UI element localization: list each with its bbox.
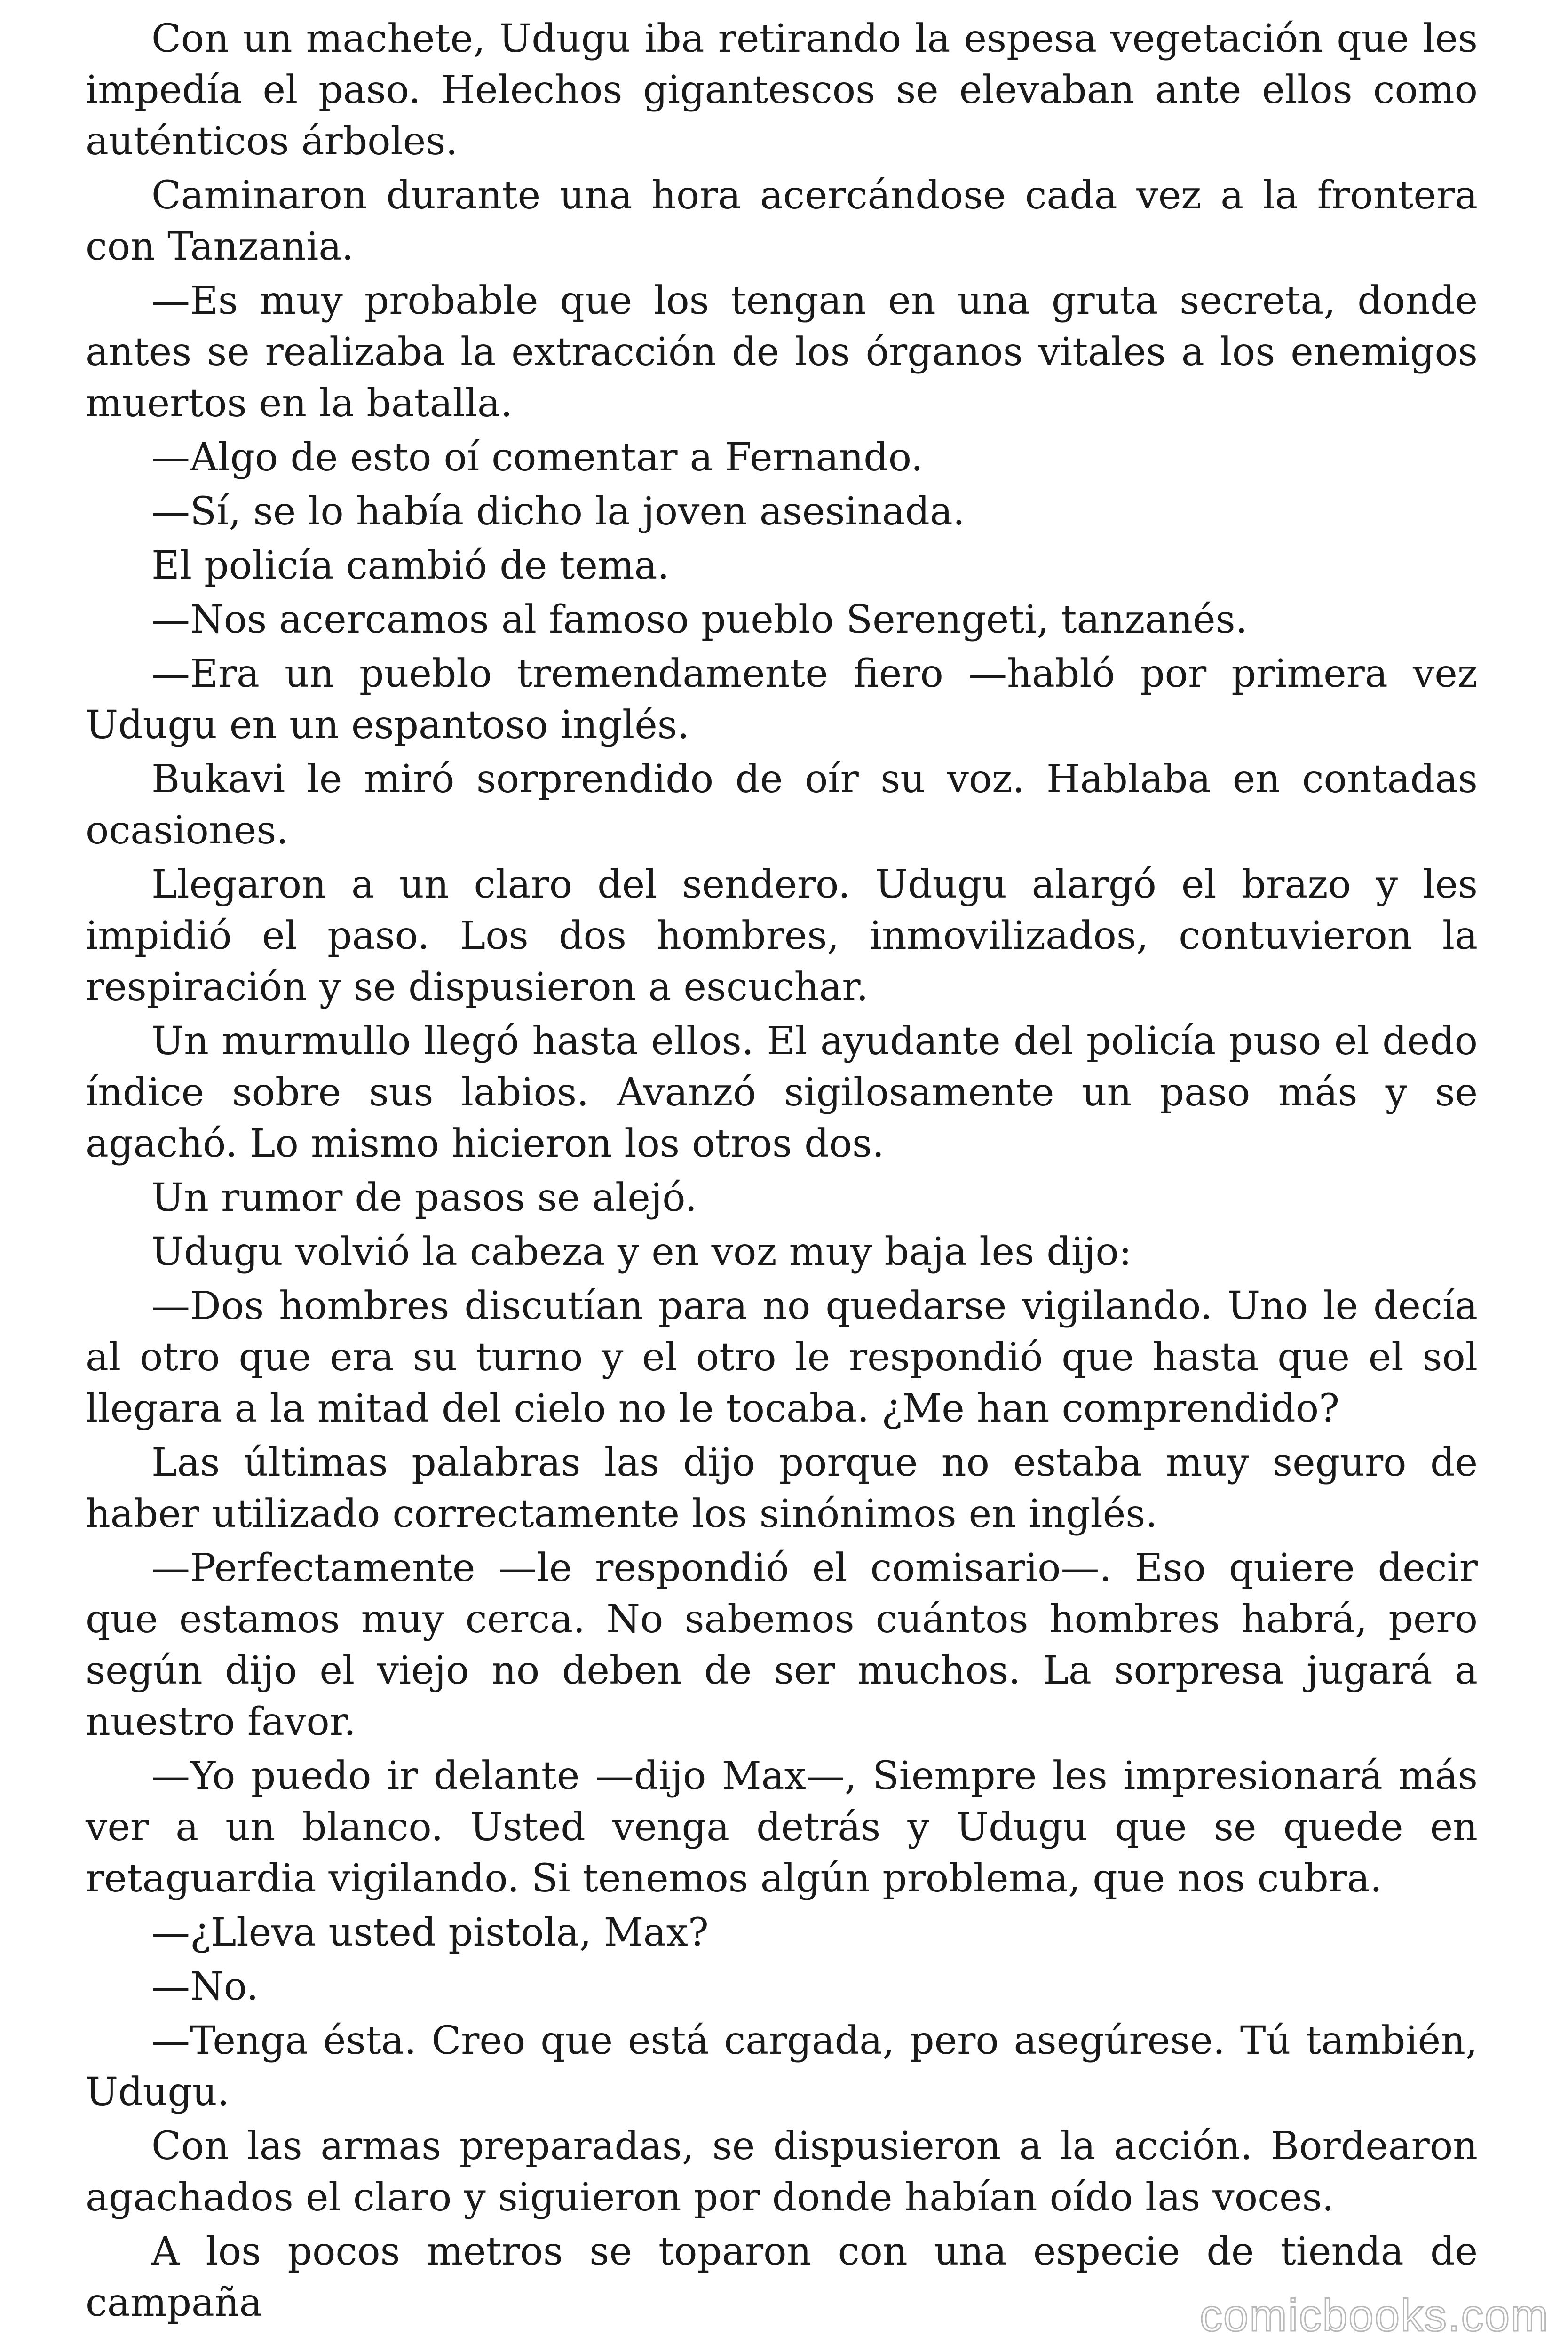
paragraph: Con las armas preparadas, se dispusieron a la acción. Bordearon agachados el claro y siguieron por donde habían oído las voces. [86,2124,1478,2220]
paragraph: —Es muy probable que los tengan en una gruta secreta, donde antes se realizaba la extracción de los órganos vitales a los enemigos muertos en la batalla. [86,278,1478,426]
paragraph: —Era un pueblo tremendamente fiero —habló por primera vez Udugu en un espantoso inglés. [86,652,1478,747]
paragraph: Las últimas palabras las dijo porque no estaba muy seguro de haber utilizado correctamente los sinónimos en inglés. [86,1440,1478,1536]
watermark: comicbooks.com [1200,2290,1549,2341]
paragraph: Un murmullo llegó hasta ellos. El ayudante del policía puso el dedo índice sobre sus labios. Avanzó sigilosamente un paso más y se agachó. Lo mismo hicieron los otros dos. [86,1019,1478,1166]
body-text [86,13,1478,2331]
paragraph: Llegaron a un claro del sendero. Udugu alargó el brazo y les impidió el paso. Los dos hombres, inmovilizados, contuvieron la respiración y se dispusieron a escuchar. [86,862,1478,1009]
paragraph: —Nos acercamos al famoso pueblo Serengeti, tanzanés. [151,597,1248,642]
paragraph: Con un machete, Udugu iba retirando la espesa vegetación que les impedía el paso. Helechos gigantescos se elevaban ante ellos como auténticos árboles. [86,16,1478,164]
paragraph: Bukavi le miró sorprendido de oír su voz. Hablaba en contadas ocasiones. [86,757,1478,853]
paragraph: —Tenga ésta. Creo que está cargada, pero asegúrese. Tú también, Udugu. [86,2018,1478,2114]
paragraph: —¿Lleva usted pistola, Max? [151,1910,709,1955]
paragraph: Caminaron durante una hora acercándose cada vez a la frontera con Tanzania. [86,173,1478,269]
paragraph: A los pocos metros se toparon con una especie de tienda de campaña [86,2229,1478,2325]
paragraph: —Yo puedo ir delante —dijo Max—, Siempre les impresionará más ver a un blanco. Usted venga detrás y Udugu que se quede en retaguardia vigilando. Si tenemos algún problema, que nos cubra. [86,1754,1478,1901]
paragraph: El policía cambió de tema. [151,543,670,588]
paragraph: —Dos hombres discutían para no quedarse vigilando. Uno le decía al otro que era su turno y el otro le respondió que hasta que el sol llegara a la mitad del cielo no le tocaba. ¿Me han comprendido? [86,1284,1478,1431]
paragraph: —Sí, se lo había dicho la joven asesinada. [151,489,965,534]
paragraph: Udugu volvió la cabeza y en voz muy baja les dijo: [151,1230,1132,1274]
paragraph: —Perfectamente —le respondió el comisario—. Eso quiere decir que estamos muy cerca. No sabemos cuántos hombres habrá, pero según dijo el viejo no deben de ser muchos. La sorpresa jugará a nuestro favor. [86,1546,1478,1744]
paragraph: Un rumor de pasos se alejó. [151,1176,697,1220]
paragraph: —No. [151,1964,259,2009]
paragraph: —Algo de esto oí comentar a Fernando. [151,435,923,480]
